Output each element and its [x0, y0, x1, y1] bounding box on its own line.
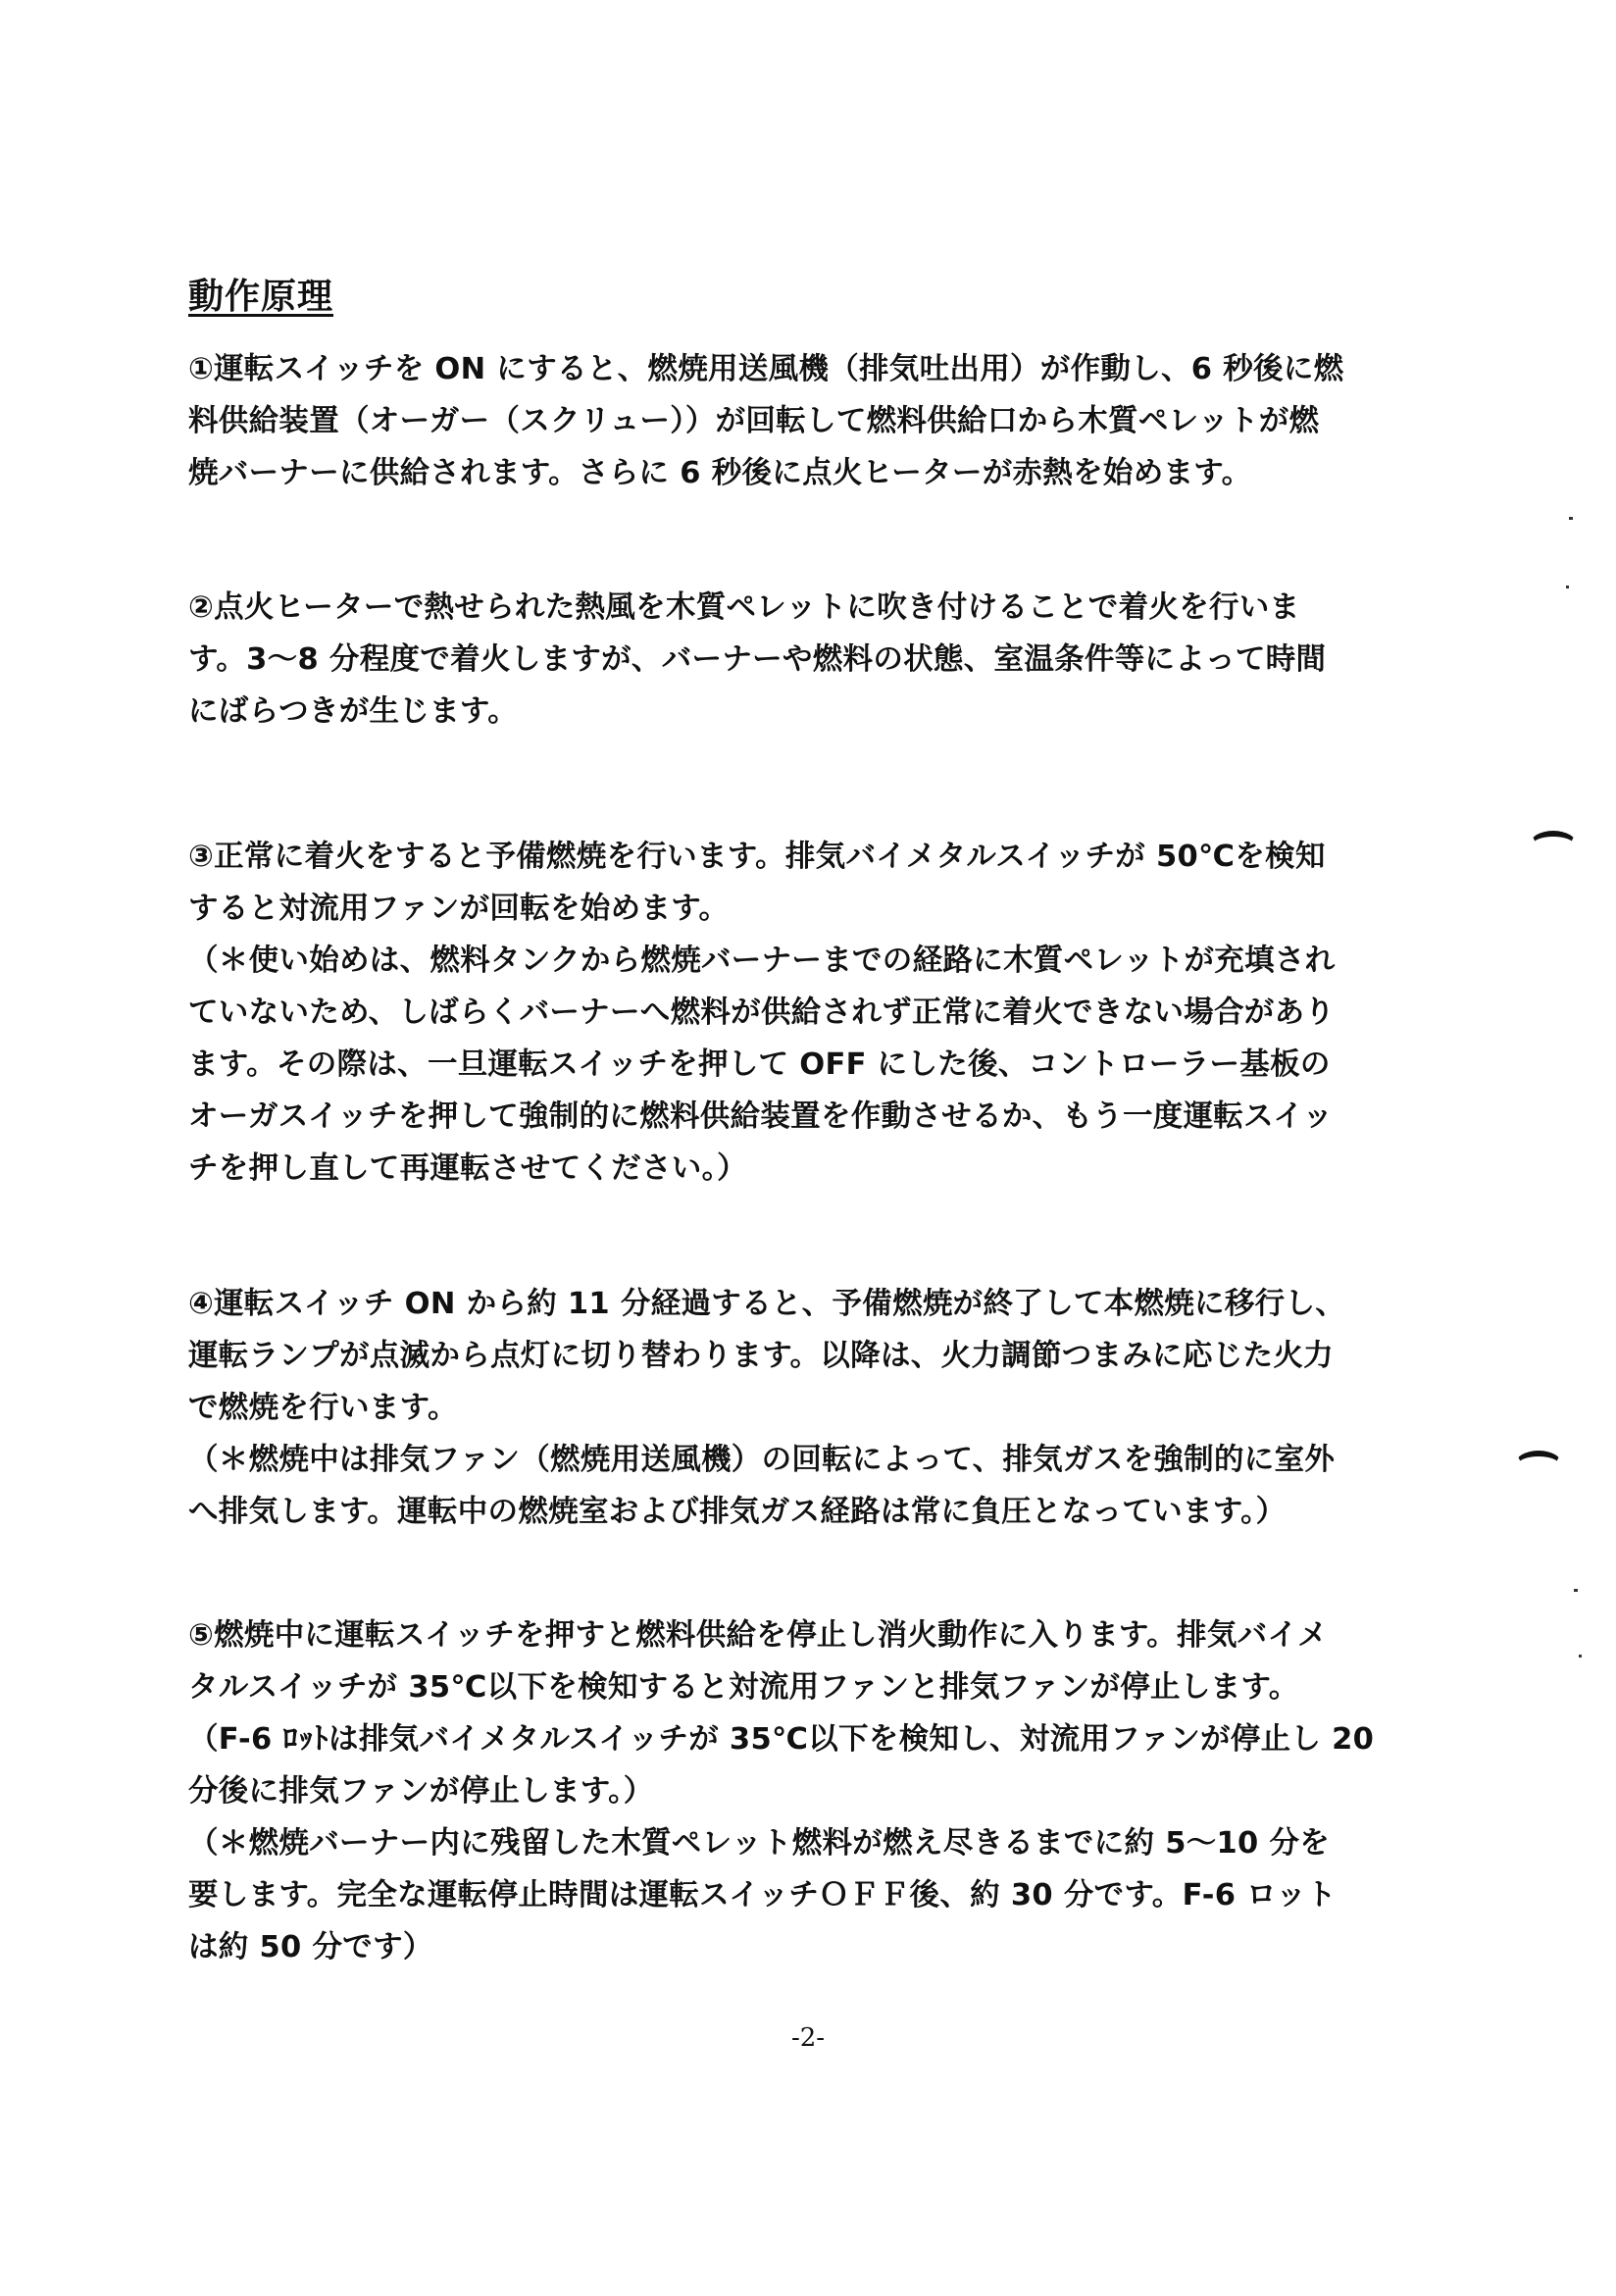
binder-hole-mark — [1515, 1451, 1562, 1478]
paragraph-line: （＊燃焼バーナー内に残留した木質ペレット燃料が燃え尽きるまでに約 5～10 分を — [188, 1826, 1331, 1861]
paragraph-line: （＊燃焼中は排気ファン（燃焼用送風機）の回転によって、排気ガスを強制的に室外 — [188, 1443, 1336, 1477]
paragraph-line: へ排気します。運転中の燃焼室および排気ガス経路は常に負圧となっています。） — [188, 1495, 1287, 1529]
paragraph-line: （＊使い始めは、燃料タンクから燃焼バーナーまでの経路に木質ペレットが充填され — [188, 944, 1336, 978]
paragraph-line: ③正常に着火をすると予備燃焼を行います。排気バイメタルスイッチが 50℃を検知 — [188, 840, 1326, 874]
paragraph-3 — [188, 831, 1424, 1195]
paragraph-line: ます。その際は、一旦運転スイッチを押して OFF にした後、コントローラー基板の — [188, 1047, 1331, 1082]
paragraph-line: オーガスイッチを押して強制的に燃料供給装置を作動させるか、もう一度運転スイッ — [188, 1099, 1334, 1134]
paragraph-2 — [188, 582, 1424, 738]
paragraph-line: ⑤燃焼中に運転スイッチを押すと燃料供給を停止し消火動作に入ります。排気バイメ — [188, 1618, 1328, 1653]
paragraph-line: ていないため、しばらくバーナーへ燃料が供給されず正常に着火できない場合があり — [188, 995, 1336, 1030]
paragraph-line: 焼バーナーに供給されます。さらに 6 秒後に点火ヒーターが赤熱を始めます。 — [188, 456, 1252, 490]
paragraph-line: 要します。完全な運転停止時間は運転スイッチＯＦＦ後、約 30 分です。F-6 ロット — [188, 1878, 1337, 1913]
paragraph-line: タルスイッチが 35℃以下を検知すると対流用ファンと排気ファンが停止します。 — [188, 1670, 1299, 1705]
scan-speck — [1566, 586, 1569, 588]
paragraph-line: すると対流用ファンが回転を始めます。 — [188, 892, 730, 926]
paragraph-line: ④運転スイッチ ON から約 11 分経過すると、予備燃焼が終了して本燃焼に移行し、 — [188, 1287, 1346, 1321]
paragraph-5 — [188, 1609, 1424, 1973]
page-number: -2- — [790, 2023, 826, 2053]
paragraph-line: ②点火ヒーターで熱せられた熱風を木質ペレットに吹き付けることで着火を行いま — [188, 590, 1300, 625]
paragraph-line: ①運転スイッチを ON にすると、燃焼用送風機（排気吐出用）が作動し、6 秒後に燃 — [188, 352, 1344, 386]
paragraph-4 — [188, 1278, 1424, 1538]
paragraph-line: 分後に排気ファンが停止します。） — [188, 1774, 654, 1809]
paragraph-line: で燃焼を行います。 — [188, 1391, 458, 1425]
page-title: 動作原理 — [188, 277, 334, 317]
scan-speck — [1579, 1655, 1582, 1658]
paragraph-line: チを押し直して再運転させてください。） — [188, 1151, 747, 1186]
scan-speck — [1574, 1589, 1578, 1592]
paragraph-line: は約 50 分です） — [188, 1930, 433, 1964]
binder-hole-mark — [1530, 831, 1577, 858]
paragraph-line: 料供給装置（オーガー（スクリュー））が回転して燃料供給口から木質ペレットが燃 — [188, 404, 1320, 438]
paragraph-line: 運転ランプが点滅から点灯に切り替わります。以降は、火力調節つまみに応じた火力 — [188, 1339, 1334, 1373]
paragraph-line: （F-6 ﾛｯﾄは排気バイメタルスイッチが 35℃以下を検知し、対流用ファンが停止し 20 — [188, 1722, 1375, 1757]
scan-speck — [1569, 517, 1573, 520]
paragraph-line: す。3～8 分程度で着火しますが、バーナーや燃料の状態、室温条件等によって時間 — [188, 642, 1327, 677]
paragraph-line: にばらつきが生じます。 — [188, 694, 519, 729]
paragraph-1 — [188, 343, 1424, 499]
